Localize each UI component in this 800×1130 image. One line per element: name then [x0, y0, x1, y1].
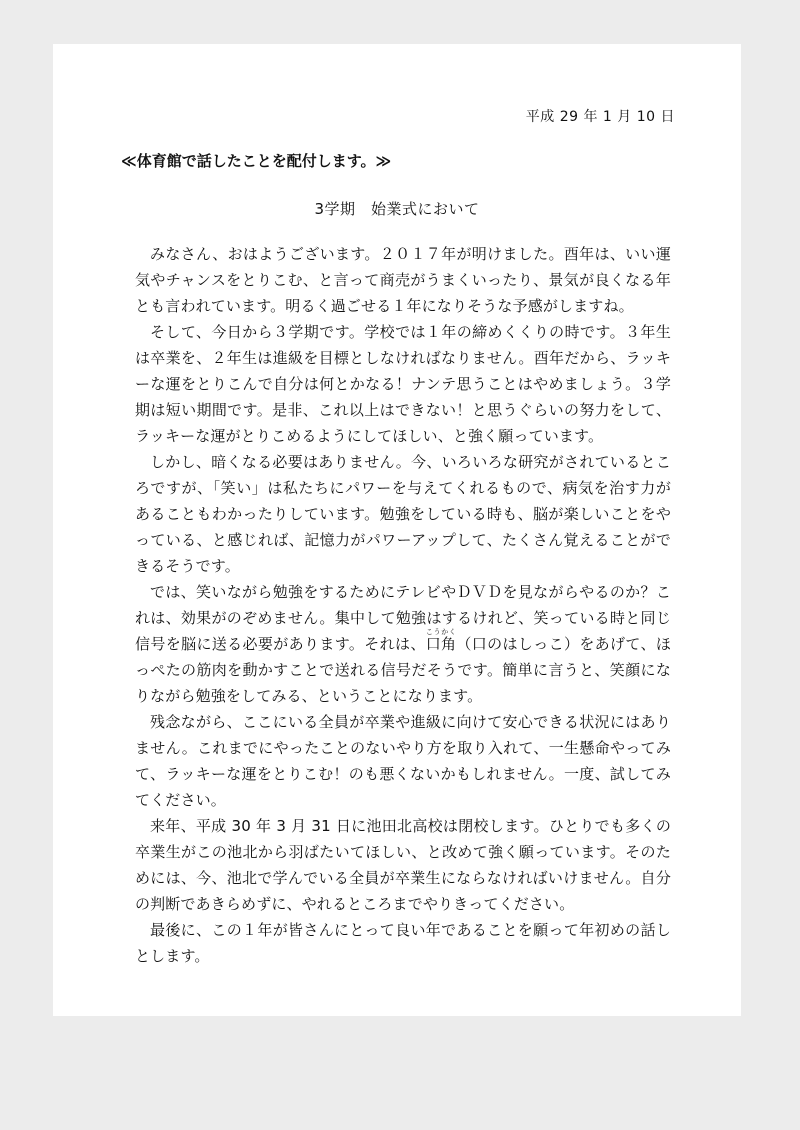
paragraph-4-after: （口のはしっこ）をあげて、ほっぺたの筋肉を動かすことで送れる信号だそうです。簡単に言うと、笑顔になりながら勉強をしてみる、ということになります。: [135, 635, 671, 705]
paragraph-7: 最後に、この１年が皆さんにとって良い年であることを願って年初めの話しとします。: [135, 921, 671, 965]
speech-body: [135, 241, 671, 969]
ruby-word: [425, 628, 457, 653]
paragraph-2: そして、今日から３学期です。学校では１年の締めくくりの時です。３年生は卒業を、２年生は進級を目標としなければなりません。酉年だから、ラッキーな運をとりこんで自分は何とかなる！ナンテ思うことはやめましょう。３学期は短い期間です。是非、これ以上はできない！と思うぐらいの努力をして、ラッキーな運がとりこめるようにしてほしい、と強く願っています。: [135, 323, 671, 445]
distribution-notice: ≪体育館で話したことを配付します。≫: [121, 152, 392, 170]
paragraph-5: 残念ながら、ここにいる全員が卒業や進級に向けて安心できる状況にはありません。これまでにやったことのないやり方を取り入れて、一生懸命やってみて、ラッキーな運をとりこむ！のも悪くないかもしれません。一度、試してみてください。: [135, 713, 671, 809]
document-page: [53, 44, 741, 1016]
document-date: 平成 29 年 1 月 10 日: [525, 109, 675, 125]
paragraph-4-before: では、笑いながら勉強をするためにテレビやＤＶＤを見ながらやるのか？これは、効果がのぞめません。集中して勉強はするけれど、笑っている時と同じ信号を脳に送る必要があります。それは、: [135, 583, 671, 653]
speech-title: 3学期 始業式において: [314, 200, 480, 218]
paragraph-1: みなさん、おはようございます。２０１７年が明けました。酉年は、いい運気やチャンスをとりこむ、と言って商売がうまくいったり、景気が良くなる年とも言われています。明るく過ごせる１年になりそうな予感がしますね。: [135, 245, 671, 315]
paragraph-3: しかし、暗くなる必要はありません。今、いろいろな研究がされているところですが、「笑い」は私たちにパワーを与えてくれるもので、病気を治す力があることもわかったりしています。勉強をしている時も、脳が楽しいことをやっている、と感じれば、記憶力がパワーアップして、たくさん覚えることができるそうです。: [135, 453, 671, 575]
paragraph-4: [135, 579, 671, 709]
ruby-base: 口角: [425, 635, 457, 653]
paragraph-6: 来年、平成 30 年 3 月 31 日に池田北高校は閉校します。ひとりでも多くの卒業生がこの池北から羽ばたいてほしい、と改めて強く願っています。そのためには、今、池北で学んでいる全員が卒業生にならなければいけません。自分の判断であきらめずに、やれるところまでやりきってください。: [135, 817, 671, 913]
ruby-reading: こうかく: [425, 628, 457, 636]
